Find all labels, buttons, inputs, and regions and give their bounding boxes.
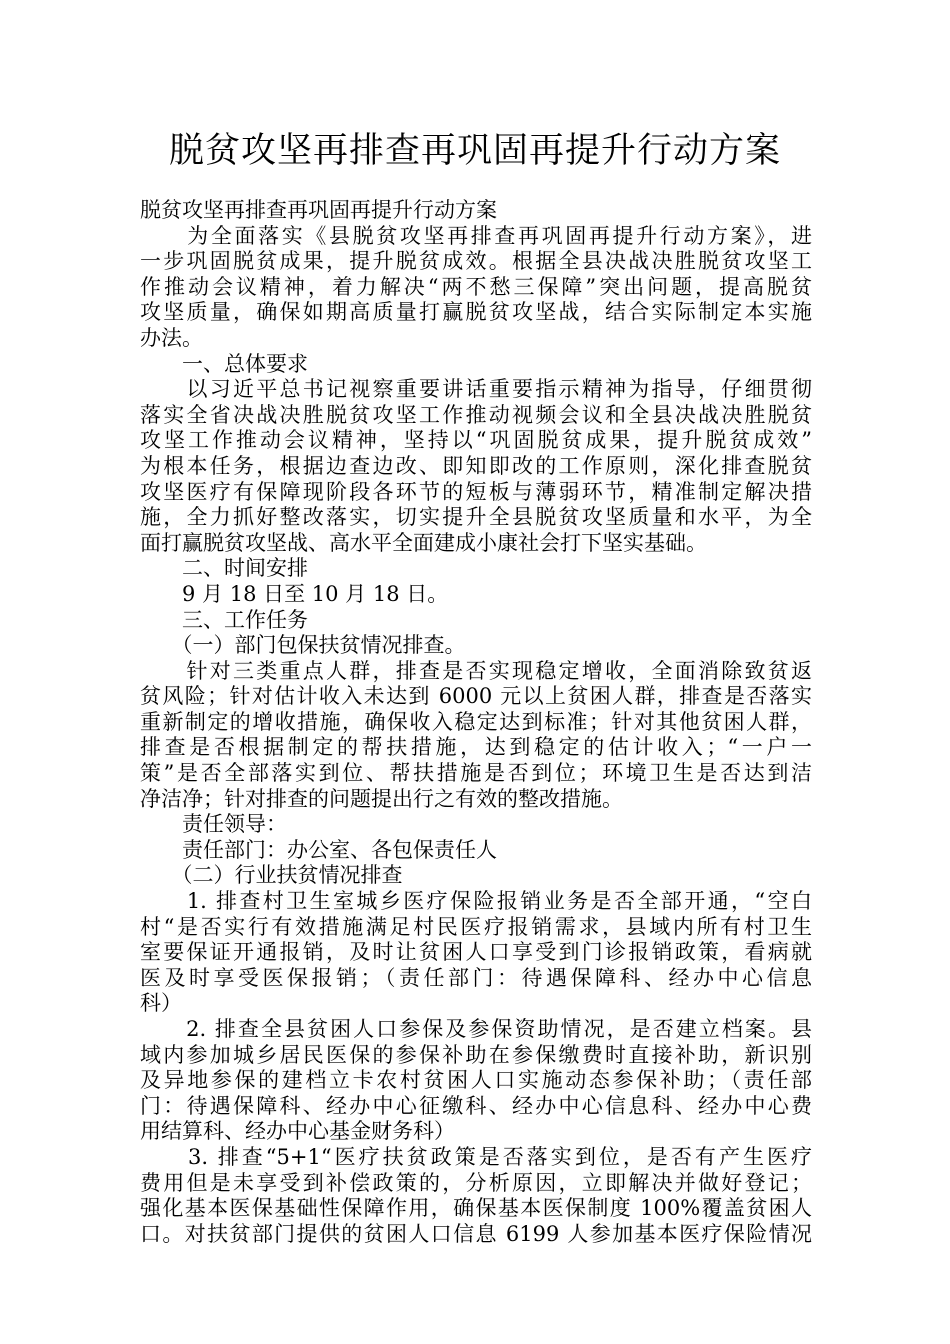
body-line: 费用但是未享受到补偿政策的，分析原因，立即解决并做好登记； xyxy=(140,1170,812,1195)
body-line: 作推动会议精神，着力解决“两不愁三保障”突出问题，提高脱贫 xyxy=(140,274,812,299)
body-line: 1. 排查村卫生室城乡医疗保险报销业务是否全部开通，“空白 xyxy=(140,889,812,914)
body-line: 口。对扶贫部门提供的贫困人口信息 6199 人参加基本医疗保险情况 xyxy=(140,1221,812,1246)
body-line: 9 月 18 日至 10 月 18 日。 xyxy=(140,581,449,606)
body-line: 村“是否实行有效措施满足村民医疗报销需求，县域内所有村卫生 xyxy=(140,914,812,939)
body-line: 及异地参保的建档立卡农村贫困人口实施动态参保补助；（责任部 xyxy=(140,1068,812,1093)
body-line: 二、时间安排 xyxy=(140,556,308,581)
body-line: 责任领导： xyxy=(140,812,287,837)
body-line: 以习近平总书记视察重要讲话重要指示精神为指导，仔细贯彻 xyxy=(140,377,812,402)
body-line: 门：待遇保障科、经办中心征缴科、经办中心信息科、经办中心费 xyxy=(140,1093,812,1118)
body-line: 重新制定的增收措施，确保收入稳定达到标准；针对其他贫困人群， xyxy=(140,709,812,734)
body-line: 施，全力抓好整改落实，切实提升全县脱贫攻坚质量和水平，为全 xyxy=(140,505,812,530)
body-line: 2. 排查全县贫困人口参保及参保资助情况，是否建立档案。县 xyxy=(140,1017,812,1041)
body-line: 域内参加城乡居民医保的参保补助在参保缴费时直接补助，新识别 xyxy=(140,1042,812,1067)
body-line: 面打赢脱贫攻坚战、高水平全面建成小康社会打下坚实基础。 xyxy=(140,530,707,555)
body-line: 3. 排查“5+1“医疗扶贫政策是否落实到位，是否有产生医疗 xyxy=(140,1144,812,1169)
body-line: 科） xyxy=(140,991,182,1016)
body-line: 为全面落实《县脱贫攻坚再排查再巩固再提升行动方案》，进 xyxy=(140,223,812,248)
body-line: 攻坚质量，确保如期高质量打赢脱贫攻坚战，结合实际制定本实施 xyxy=(140,300,812,325)
body-line: 排查是否根据制定的帮扶措施，达到稳定的估计收入；“一户一 xyxy=(140,735,812,760)
body-line: 策”是否全部落实到位、帮扶措施是否到位；环境卫生是否达到洁 xyxy=(140,761,812,786)
document-title: 脱贫攻坚再排查再巩固再提升行动方案 xyxy=(168,131,781,171)
body-line: 针对三类重点人群，排查是否实现稳定增收，全面消除致贫返 xyxy=(140,658,812,683)
body-line: 为根本任务，根据边查边改、即知即改的工作原则，深化排查脱贫 xyxy=(140,453,812,478)
body-line: 办法。 xyxy=(140,325,203,350)
body-line: 净洁净；针对排查的问题提出行之有效的整改措施。 xyxy=(140,786,623,811)
body-line: 医及时享受医保报销；（责任部门：待遇保障科、经办中心信息 xyxy=(140,965,812,990)
body-line: 一、总体要求 xyxy=(140,351,308,376)
body-line: 脱贫攻坚再排查再巩固再提升行动方案 xyxy=(140,198,497,222)
body-line: 强化基本医保基础性保障作用，确保基本医保制度 100%覆盖贫困人 xyxy=(140,1196,812,1221)
body-line: （一）部门包保扶贫情况排查。 xyxy=(140,633,466,658)
body-line: 室要保证开通报销，及时让贫困人口享受到门诊报销政策，看病就 xyxy=(140,940,812,965)
body-line: 用结算科、经办中心基金财务科） xyxy=(140,1119,455,1144)
body-line: 三、工作任务 xyxy=(140,607,308,632)
body-line: 贫风险；针对估计收入未达到 6000 元以上贫困人群，排查是否落实 xyxy=(140,684,812,709)
body-line: （二）行业扶贫情况排查 xyxy=(140,863,403,888)
body-line: 落实全省决战决胜脱贫攻坚工作推动视频会议和全县决战决胜脱贫 xyxy=(140,402,812,427)
body-line: 攻坚工作推动会议精神，坚持以“巩固脱贫成果，提升脱贫成效” xyxy=(140,428,812,453)
body-line: 攻坚医疗有保障现阶段各环节的短板与薄弱环节，精准制定解决措 xyxy=(140,479,812,504)
document-body xyxy=(140,198,812,1247)
body-line: 一步巩固脱贫成果，提升脱贫成效。根据全县决战决胜脱贫攻坚工 xyxy=(140,249,812,274)
body-line: 责任部门：办公室、各包保责任人 xyxy=(140,837,497,862)
